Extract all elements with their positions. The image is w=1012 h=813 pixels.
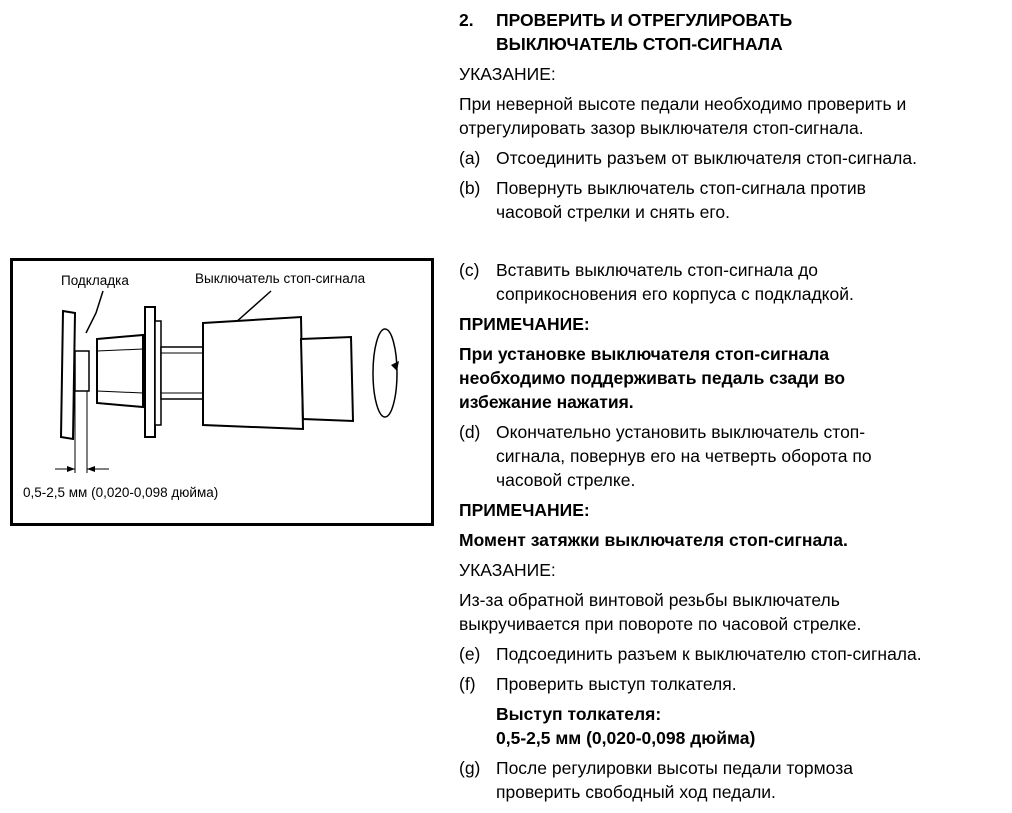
step-a-label: (a) <box>459 148 481 168</box>
note-title-1: ПРИМЕЧАНИЕ: <box>459 314 590 334</box>
step-e-label: (e) <box>459 644 481 664</box>
step-f <box>459 672 1009 696</box>
note-text-1-line1: При установке выключателя стоп-сигнала <box>459 344 830 364</box>
switch-label: Выключатель стоп-сигнала <box>195 271 366 286</box>
step-g <box>459 756 1009 804</box>
step-a-text: Отсоединить разъем от выключателя стоп-сигнала. <box>496 148 917 168</box>
step-c <box>459 258 1009 306</box>
step-d-label: (d) <box>459 422 481 442</box>
shim-plate <box>61 311 75 439</box>
section-title-line1: ПРОВЕРИТЬ И ОТРЕГУЛИРОВАТЬ <box>496 10 793 30</box>
step-e <box>459 642 1009 666</box>
threaded-neck <box>161 347 203 399</box>
notice-text-2-line1: Из-за обратной винтовой резьбы выключатель <box>459 590 840 610</box>
note-text-1 <box>459 342 1009 414</box>
notice-text-1-line1: При неверной высоте педали необходимо проверить и <box>459 94 907 114</box>
section-title-line2: ВЫКЛЮЧАТЕЛЬ СТОП-СИГНАЛА <box>496 34 783 54</box>
step-g-label: (g) <box>459 758 481 778</box>
step-d <box>459 420 1009 492</box>
step-g-line1: После регулировки высоты педали тормоза <box>496 758 853 778</box>
step-f-label: (f) <box>459 674 476 694</box>
switch-diagram <box>13 261 431 523</box>
step-c-line1: Вставить выключатель стоп-сигнала до <box>496 260 819 280</box>
step-a <box>459 146 1009 170</box>
notice-text-2 <box>459 588 1009 636</box>
notice-text-2-line2: выкручивается при повороте по часовой стрелке. <box>459 614 862 634</box>
lock-nut <box>97 335 143 407</box>
note-text-1-line3: избежание нажатия. <box>459 392 634 412</box>
section-heading <box>459 8 1009 56</box>
shim-label: Подкладка <box>61 273 129 288</box>
shim-leader-line <box>86 291 103 333</box>
step-d-line3: часовой стрелке. <box>496 470 636 490</box>
note-title-2: ПРИМЕЧАНИЕ: <box>459 500 590 520</box>
spec-title: Выступ толкателя: <box>496 704 662 724</box>
note-text-2: Момент затяжки выключателя стоп-сигнала. <box>459 530 848 550</box>
step-g-line2: проверить свободный ход педали. <box>496 782 776 802</box>
switch-diagram-figure <box>10 258 434 526</box>
rotation-arrowhead <box>391 361 399 371</box>
step-b-line2: часовой стрелки и снять его. <box>496 202 731 222</box>
notice-text-1 <box>459 92 1009 140</box>
spec-block <box>459 702 1009 750</box>
plunger-tip <box>75 351 89 391</box>
rotation-arrow <box>373 329 397 417</box>
step-c-line2: соприкосновения его корпуса с подкладкой. <box>496 284 854 304</box>
mount-flange <box>145 307 155 437</box>
spec-value: 0,5-2,5 мм (0,020-0,098 дюйма) <box>496 728 756 748</box>
instructions-column <box>459 8 1009 804</box>
notice-title-2: УКАЗАНИЕ: <box>459 560 556 580</box>
gap-dimension-label: 0,5-2,5 мм (0,020-0,098 дюйма) <box>23 485 219 500</box>
step-f-text: Проверить выступ толкателя. <box>496 674 737 694</box>
notice-title-1: УКАЗАНИЕ: <box>459 64 556 84</box>
note-text-1-line2: необходимо поддерживать педаль сзади во <box>459 368 846 388</box>
step-c-label: (c) <box>459 260 480 280</box>
step-b-line1: Повернуть выключатель стоп-сигнала против <box>496 178 866 198</box>
connector-body <box>301 337 353 421</box>
step-d-line2: сигнала, повернув его на четверть оборота по <box>496 446 872 466</box>
step-b-label: (b) <box>459 178 481 198</box>
section-number: 2. <box>459 10 474 30</box>
step-b <box>459 176 1009 224</box>
notice-text-1-line2: отрегулировать зазор выключателя стоп-сигнала. <box>459 118 864 138</box>
step-d-line1: Окончательно установить выключатель стоп- <box>496 422 866 442</box>
switch-housing <box>203 317 303 429</box>
step-e-text: Подсоединить разъем к выключателю стоп-сигнала. <box>496 644 922 664</box>
